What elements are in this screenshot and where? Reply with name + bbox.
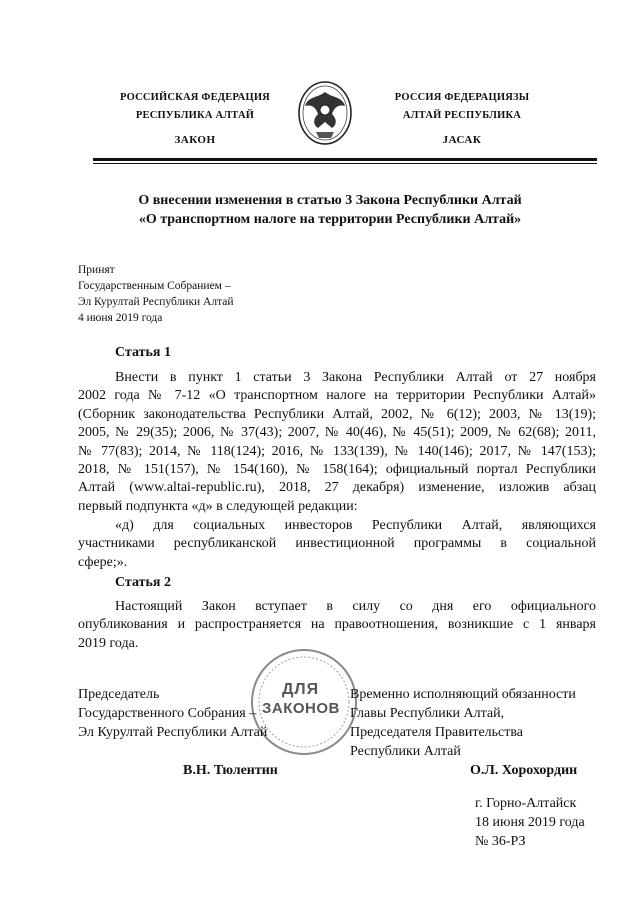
- signature-right-name: О.Л. Хорохордин: [470, 763, 578, 778]
- adopted-line2: Государственным Собранием –: [78, 280, 231, 292]
- article1-line: 2005, № 29(35); 2006, № 37(43); 2007, № 40(46), № 45(51); 2009, № 62(68); 2011,: [78, 425, 596, 441]
- header-left-line2: РЕСПУБЛИКА АЛТАЙ: [135, 110, 255, 121]
- article1-line: 2002 года № 7-12 «О транспортном налоге на территории Республики Алтай»: [78, 388, 596, 404]
- coat-of-arms-emblem: [296, 80, 354, 146]
- article2-text: [78, 598, 596, 653]
- signature-left-line2: Государственного Собрания –: [78, 706, 257, 721]
- emblem-icon: [296, 80, 354, 146]
- header-rule-thick: [93, 158, 597, 161]
- signature-right-line3: Председателя Правительства: [350, 725, 524, 740]
- footer-date: 18 июня 2019 года: [475, 815, 585, 830]
- quote-line: участниками республиканской инвестиционной программы в социальной: [78, 536, 596, 552]
- quote-line: «д) для социальных инвесторов Республики Алтай, являющихся: [115, 518, 596, 533]
- article2-line: 2019 года.: [78, 635, 139, 651]
- article1-line: Внести в пункт 1 статьи 3 Закона Республики Алтай от 27 ноября: [115, 370, 596, 385]
- signature-left-line3: Эл Курултай Республики Алтай: [78, 725, 268, 740]
- footer-number: № 36-РЗ: [475, 834, 526, 849]
- signature-right-line1: Временно исполняющий обязанности: [350, 687, 576, 702]
- quote-line: сфере;».: [78, 554, 128, 570]
- article1-heading: Статья 1: [115, 345, 171, 360]
- signature-left-name: В.Н. Тюлентин: [183, 763, 278, 778]
- header-right-line2: АЛТАЙ РЕСПУБЛИКА: [402, 110, 522, 121]
- article2-heading: Статья 2: [115, 575, 171, 590]
- adopted-date: 4 июня 2019 года: [78, 312, 163, 324]
- law-title-line2: «О транспортном налоге на территории Республики Алтай»: [138, 212, 522, 227]
- header-rule-thin: [93, 163, 597, 164]
- header-right-line1: РОССИЯ ФЕДЕРАЦИЯЗЫ: [394, 92, 530, 103]
- header-right-law: ЈАСАК: [442, 134, 482, 146]
- signature-left-line1: Председатель: [78, 687, 160, 702]
- article1-line: 2018, № 151(157), № 154(160), № 158(164); официальный портал Республики: [78, 462, 596, 478]
- article2-line: Настоящий Закон вступает в силу со дня его официального: [115, 599, 596, 614]
- article1-line: первый подпункта «д» в следующей редакции:: [78, 498, 358, 514]
- adopted-line1: Принят: [78, 264, 115, 276]
- article1-line: № 77(83); 2014, № 118(124); 2016, № 133(139), № 140(146); 2017, № 147(153);: [78, 443, 596, 459]
- header-left-line1: РОССИЙСКАЯ ФЕДЕРАЦИЯ: [120, 92, 270, 103]
- footer-city: г. Горно-Алтайск: [475, 796, 577, 811]
- adopted-line3: Эл Курултай Республики Алтай: [78, 296, 234, 308]
- article2-line: опубликования и распространяется на правоотношения, возникшие с 1 января: [78, 617, 596, 633]
- article1-line: Алтай (www.altai-republic.ru), 2018, 27 декабря) изменение, изложив абзац: [78, 480, 596, 496]
- article1-text: [78, 369, 596, 516]
- law-title-line1: О внесении изменения в статью 3 Закона Республики Алтай: [138, 193, 522, 208]
- stamp-text-top: ДЛЯ: [282, 681, 320, 698]
- signature-right-line4: Республики Алтай: [350, 744, 461, 759]
- header-left-law: ЗАКОН: [174, 134, 216, 146]
- article1-quote: [78, 517, 596, 572]
- stamp-text-bottom: ЗАКОНОВ: [262, 700, 340, 717]
- signature-right-line2: Главы Республики Алтай,: [350, 706, 505, 721]
- article1-line: (Сборник законодательства Республики Алтай, 2002, № 6(12); 2003, № 13(19);: [78, 406, 596, 422]
